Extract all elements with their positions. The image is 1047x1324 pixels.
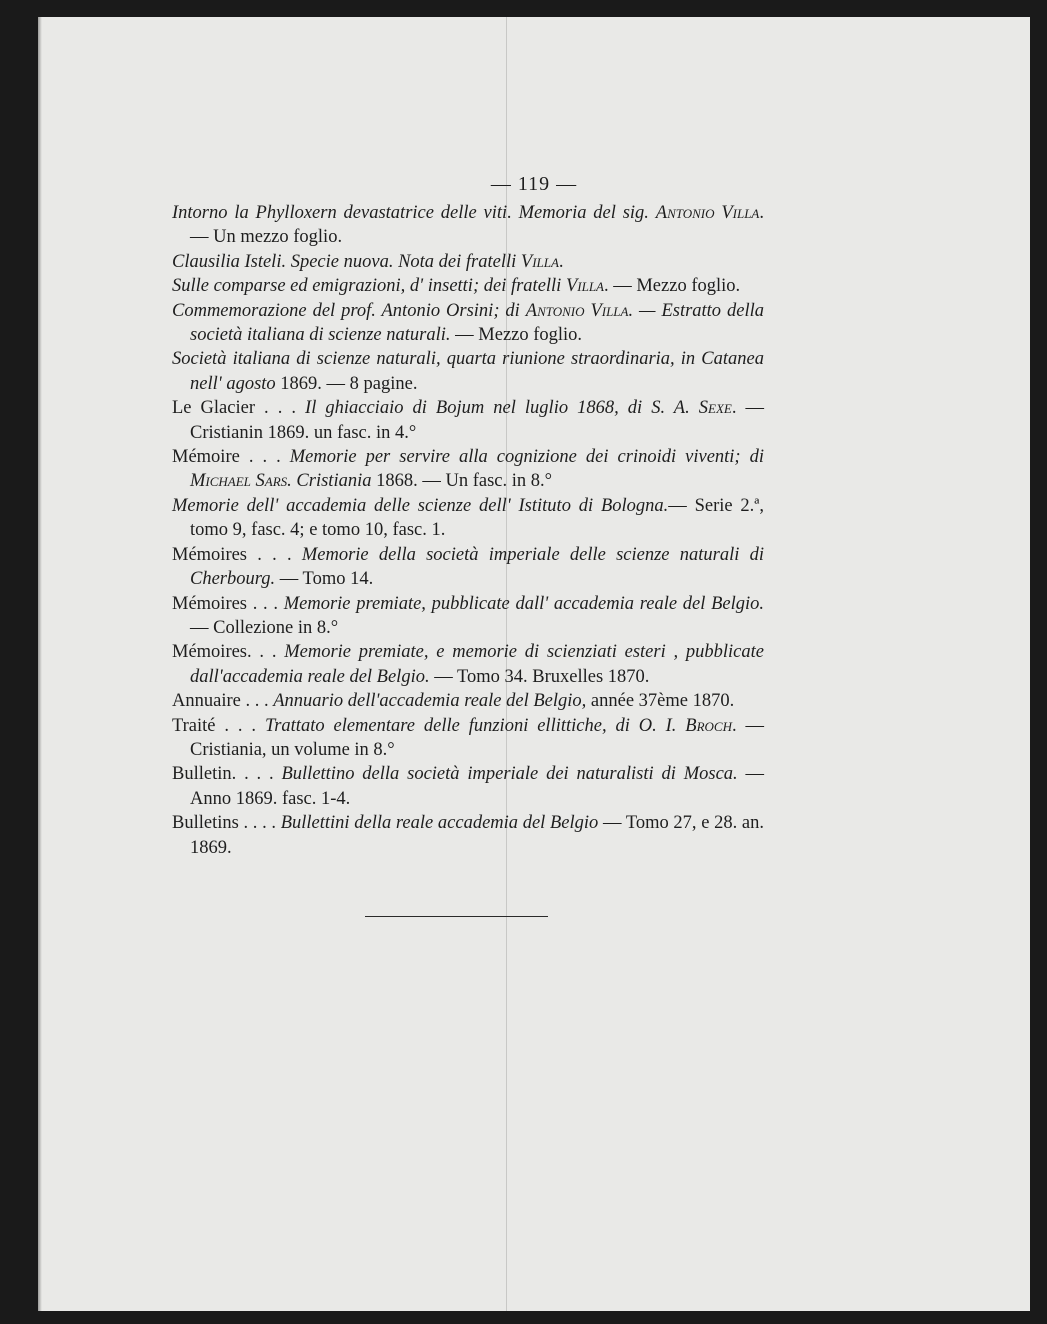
entry-title-continued: . Cristiania [287, 471, 372, 492]
document-page [38, 17, 1030, 1311]
entry-title: Intorno la Phylloxern devastatrice delle viti. Memoria del sig. [172, 203, 649, 223]
catalogue-entry [172, 250, 764, 274]
catalogue-entry [172, 445, 764, 494]
entry-details: . — Cristianin 1869. un fasc. in 4.° [190, 398, 765, 443]
entry-details: . — Mezzo foglio. [603, 276, 741, 297]
catalogue-entry [172, 543, 764, 592]
entry-details: 1869. — 8 pagine. [275, 373, 418, 394]
entry-title: Memorie per servire alla cognizione dei crinoidi viventi; di [289, 447, 764, 468]
entry-title: Memorie dell' accademia delle scienze dell' Istituto di Bologna. [172, 495, 669, 516]
entry-lead: Mémoire . . . [172, 447, 290, 468]
entry-details: — Anno 1869. fasc. 1-4. [190, 764, 764, 809]
entry-author: Villa [520, 251, 559, 272]
entry-title-continued: . — Estratto della società italiana di scienze naturali. [190, 300, 764, 346]
entry-details: 1868. — Un fasc. in 8.° [371, 471, 553, 492]
entry-title: Memorie premiate, pubblicate dall' accademia reale del Belgio. [283, 593, 764, 614]
catalogue-entry [172, 592, 764, 641]
entry-lead: Le Glacier . . . [172, 398, 306, 419]
entry-title: Società italiana di scienze naturali, quarta riunione straordinaria, in Catanea nell' agosto [172, 349, 764, 394]
entry-author: Michael Sars [190, 471, 288, 492]
entry-title: Clausilia Isteli. Specie nuova. Nota dei fratelli [172, 251, 517, 272]
entry-author: Broch [685, 715, 732, 736]
page-gutter [38, 17, 42, 1311]
entry-details: . [558, 251, 564, 272]
catalogue-entry [172, 640, 764, 689]
entry-title: Sulle comparse ed emigrazioni, d' insetti; dei fratelli [172, 276, 562, 297]
entry-lead: Traité . . . [172, 715, 265, 736]
entry-title: Il ghiacciaio di Bojum nel luglio 1868, di S. A. [305, 398, 690, 419]
catalogue-entry [172, 201, 764, 250]
entry-title: Bullettino della società imperiale dei naturalisti di Mosca. [281, 764, 738, 785]
entry-lead: Bulletins . . . . [172, 813, 281, 834]
catalogue-entry [172, 689, 764, 713]
entry-author: Antonio Villa [525, 300, 629, 321]
entry-details: — Tomo 27, e 28. an. 1869. [190, 813, 764, 858]
entry-title: Commemorazione del prof. Antonio Orsini; di [172, 300, 520, 321]
entry-title: Bullettini della reale accademia del Belgio [280, 813, 599, 834]
entry-author: Villa [565, 276, 604, 297]
catalogue-entry [172, 299, 764, 348]
entry-lead: Bulletin. . . . [172, 764, 282, 785]
entry-details: — Tomo 14. [275, 569, 374, 590]
entry-title: Memorie della società imperiale delle scienze naturali di Cherbourg. [190, 544, 764, 590]
closing-rule [365, 916, 548, 917]
entry-author: Antonio Villa [655, 203, 760, 223]
catalogue-entry [172, 811, 764, 860]
entry-author: Sexe [698, 398, 732, 419]
entry-lead: Mémoires . . . [172, 544, 302, 565]
catalogue-entry [172, 347, 764, 396]
entry-details: . — Cristiania, un volume in 8.° [190, 715, 765, 760]
catalogue-entry [172, 396, 764, 445]
entry-title: Memorie premiate, e memorie di scienziati esteri , pubblicate dall'accademia reale del Belgio. [190, 642, 764, 687]
page-number: — 119 — [490, 173, 578, 195]
entry-lead: Mémoires . . . [172, 593, 284, 614]
entry-details: . — Un mezzo foglio. [190, 203, 764, 248]
entry-details: année 37ème 1870. [586, 691, 735, 712]
catalogue-entry [172, 714, 764, 763]
entry-title: Trattato elementare delle funzioni ellittiche, di O. I. [264, 715, 677, 736]
entry-lead: Annuaire . . . [172, 691, 274, 712]
entry-lead: Mémoires. . . [172, 642, 285, 663]
catalogue-list [172, 201, 764, 860]
entry-title: Annuario dell'accademia reale del Belgio, [273, 691, 587, 712]
entry-details: — Mezzo foglio. [450, 325, 583, 346]
entry-details: — Serie 2.ª, tomo 9, fasc. 4; e tomo 10, fasc. 1. [190, 495, 764, 541]
catalogue-entry [172, 274, 764, 298]
entry-details: — Tomo 34. Bruxelles 1870. [429, 666, 650, 687]
catalogue-entry [172, 762, 764, 811]
catalogue-entry [172, 494, 764, 543]
entry-details: — Collezione in 8.° [190, 617, 339, 638]
